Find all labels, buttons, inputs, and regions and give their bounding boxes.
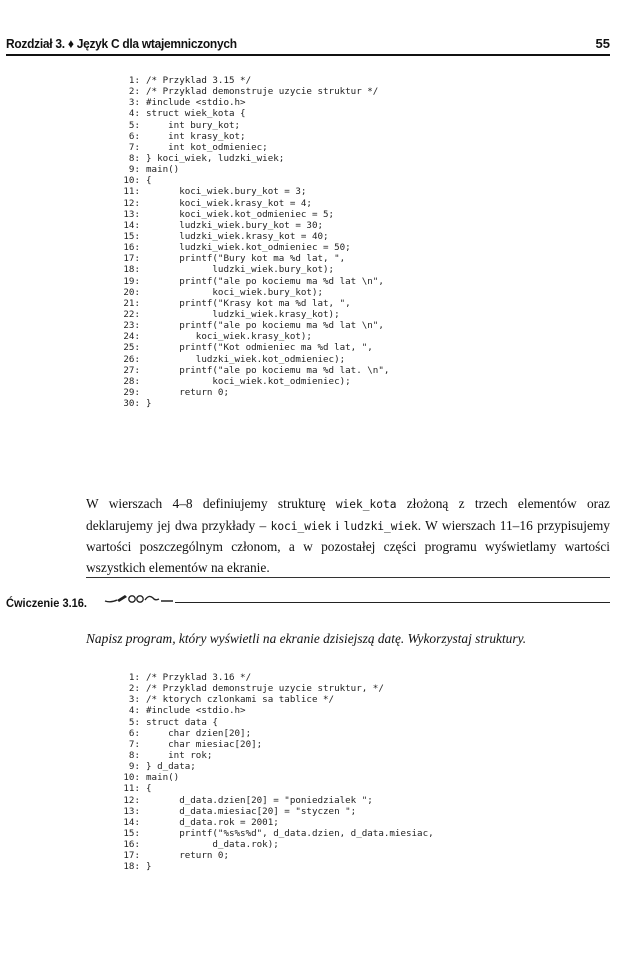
code-line — [118, 795, 434, 806]
code-text: d_data.rok); — [146, 839, 279, 851]
exercise-task: Napisz program, który wyświetli na ekranie dzisiejszą datę. Wykorzystaj struktury. — [86, 631, 527, 646]
code-text: /* Przyklad 3.15 */ — [146, 75, 252, 86]
code-text: } — [146, 398, 152, 410]
line-number: 6: — [128, 727, 140, 739]
line-number: 6: — [128, 130, 140, 142]
line-number: 20: — [123, 286, 140, 298]
code-line — [118, 320, 389, 331]
code-text: printf("Bury kot ma %d lat, ", — [146, 253, 346, 265]
line-number: 8: — [128, 749, 140, 761]
line-number: 12: — [123, 197, 140, 209]
code-line — [118, 739, 434, 750]
code-text: } — [146, 861, 152, 873]
code-line — [118, 705, 434, 716]
code-line — [118, 817, 434, 828]
code-text: char miesiac[20]; — [146, 738, 263, 750]
code-text: koci_wiek.bury_kot = 3; — [146, 186, 307, 198]
code-text: /* Przyklad 3.16 */ — [146, 672, 252, 683]
code-line — [118, 354, 389, 365]
line-number: 29: — [123, 386, 140, 398]
code-text: d_data.dzien[20] = "poniedzialek "; — [146, 794, 373, 806]
line-number: 10: — [123, 772, 140, 784]
line-number: 1: — [128, 672, 140, 683]
code-line — [118, 850, 434, 861]
code-text: ludzki_wiek.kot_odmieniec); — [146, 353, 346, 365]
line-number: 7: — [128, 141, 140, 153]
code-line — [118, 142, 389, 153]
page-number: 55 — [595, 36, 610, 51]
code-text: int bury_kot; — [146, 119, 241, 131]
code-line — [118, 331, 389, 342]
line-number: 15: — [123, 827, 140, 839]
code-listing-3-15 — [118, 75, 389, 409]
code-line — [118, 309, 389, 320]
code-text: { — [146, 175, 152, 187]
code-text: /* Przyklad demonstruje uzycie struktur */ — [146, 86, 379, 98]
code-text: d_data.rok = 2001; — [146, 816, 279, 828]
code-text: koci_wiek.bury_kot); — [146, 286, 324, 298]
code-text: koci_wiek.kot_odmieniec = 5; — [146, 208, 335, 220]
code-text: printf("Krasy kot ma %d lat, ", — [146, 297, 351, 309]
para-text: złożoną z trzech elementów oraz deklarujemy jej dwa przykłady – — [86, 496, 610, 533]
code-line — [118, 120, 389, 131]
code-text: struct data { — [146, 716, 218, 728]
code-line — [118, 839, 434, 850]
inline-code-var: ludzki_wiek — [343, 519, 418, 533]
line-number: 25: — [123, 342, 140, 354]
code-text: int kot_odmieniec; — [146, 141, 268, 153]
line-number: 15: — [123, 230, 140, 242]
code-text: /* ktorych czlonkami sa tablice */ — [146, 694, 335, 706]
code-text: ludzki_wiek.krasy_kot); — [146, 308, 340, 320]
code-line — [118, 276, 389, 287]
line-number: 4: — [128, 108, 140, 120]
inline-code-var: koci_wiek — [270, 519, 332, 533]
code-text: main() — [146, 772, 180, 784]
line-number: 28: — [123, 375, 140, 387]
code-line — [118, 231, 389, 242]
code-line — [118, 365, 389, 376]
line-number: 5: — [128, 119, 140, 131]
code-line — [118, 806, 434, 817]
line-number: 14: — [123, 816, 140, 828]
pen-icon — [103, 592, 175, 606]
code-line — [118, 672, 434, 683]
code-line — [118, 298, 389, 309]
line-number: 7: — [128, 738, 140, 750]
code-line — [118, 198, 389, 209]
code-line — [118, 264, 389, 275]
code-line — [118, 209, 389, 220]
code-text: printf("ale po kociemu ma %d lat \n", — [146, 275, 384, 287]
code-line — [118, 728, 434, 739]
line-number: 16: — [123, 839, 140, 851]
code-text: struct wiek_kota { — [146, 108, 246, 120]
code-line — [118, 828, 434, 839]
code-line — [118, 694, 434, 705]
code-text: int rok; — [146, 749, 213, 761]
code-line — [118, 342, 389, 353]
code-text: int krasy_kot; — [146, 130, 246, 142]
line-number: 3: — [128, 97, 140, 109]
code-line — [118, 75, 389, 86]
line-number: 11: — [123, 186, 140, 198]
code-line — [118, 750, 434, 761]
code-line — [118, 242, 389, 253]
section-divider — [86, 577, 610, 578]
code-text: ludzki_wiek.krasy_kot = 40; — [146, 230, 329, 242]
line-number: 10: — [123, 175, 140, 187]
chapter-title: Rozdział 3. ♦ Język C dla wtajemniczonych — [6, 36, 237, 51]
code-line — [118, 86, 389, 97]
code-text: #include <stdio.h> — [146, 97, 246, 109]
line-number: 19: — [123, 275, 140, 287]
code-line — [118, 253, 389, 264]
line-number: 17: — [123, 850, 140, 862]
code-text: printf("ale po kociemu ma %d lat. \n", — [146, 364, 390, 376]
code-text: } d_data; — [146, 761, 196, 773]
exercise-title: Ćwiczenie 3.16. — [6, 596, 88, 610]
line-number: 23: — [123, 320, 140, 332]
code-text: #include <stdio.h> — [146, 705, 246, 717]
code-text: printf("ale po kociemu ma %d lat \n", — [146, 320, 384, 332]
code-line — [118, 772, 434, 783]
code-line — [118, 186, 389, 197]
code-line — [118, 97, 389, 108]
line-number: 3: — [128, 694, 140, 706]
line-number: 14: — [123, 219, 140, 231]
line-number: 16: — [123, 242, 140, 254]
line-number: 17: — [123, 253, 140, 265]
line-number: 27: — [123, 364, 140, 376]
code-line — [118, 683, 434, 694]
code-line — [118, 108, 389, 119]
line-number: 30: — [123, 398, 140, 410]
line-number: 1: — [128, 75, 140, 86]
code-text: koci_wiek.krasy_kot = 4; — [146, 197, 312, 209]
code-text: main() — [146, 164, 180, 176]
code-line — [118, 398, 389, 409]
code-line — [118, 861, 434, 872]
code-text: printf("%s%s%d", d_data.dzien, d_data.miesiac, — [146, 827, 434, 839]
line-number: 22: — [123, 308, 140, 320]
code-text: } koci_wiek, ludzki_wiek; — [146, 152, 285, 164]
code-text: { — [146, 783, 152, 795]
code-line — [118, 717, 434, 728]
line-number: 18: — [123, 861, 140, 873]
code-line — [118, 387, 389, 398]
code-text: ludzki_wiek.kot_odmieniec = 50; — [146, 242, 351, 254]
code-text: /* Przyklad demonstruje uzycie struktur, */ — [146, 683, 384, 695]
code-line — [118, 220, 389, 231]
code-line — [118, 153, 389, 164]
line-number: 13: — [123, 805, 140, 817]
code-line — [118, 761, 434, 772]
line-number: 4: — [128, 705, 140, 717]
line-number: 2: — [128, 86, 140, 98]
code-line — [118, 783, 434, 794]
code-text: d_data.miesiac[20] = "styczen "; — [146, 805, 357, 817]
line-number: 2: — [128, 683, 140, 695]
code-text: char dzien[20]; — [146, 727, 252, 739]
line-number: 11: — [123, 783, 140, 795]
line-number: 24: — [123, 331, 140, 343]
line-number: 9: — [128, 164, 140, 176]
para-text: W wierszach 4–8 definiujemy strukturę — [86, 496, 336, 511]
inline-code-struct: wiek_kota — [335, 498, 397, 511]
code-text: return 0; — [146, 386, 229, 398]
line-number: 8: — [128, 152, 140, 164]
para-text: . W wierszach 11–16 przypisujemy wartości poszczególnym członom, a w pozostałej części programu wyświetlamy wartości wszystkich elementów na ekranie. — [86, 517, 610, 575]
explanation-paragraph — [86, 494, 610, 578]
line-number: 13: — [123, 208, 140, 220]
line-number: 18: — [123, 264, 140, 276]
line-number: 5: — [128, 716, 140, 728]
exercise-rule — [104, 602, 610, 603]
code-text: ludzki_wiek.bury_kot = 30; — [146, 219, 324, 231]
code-line — [118, 131, 389, 142]
code-text: ludzki_wiek.bury_kot); — [146, 264, 335, 276]
code-line — [118, 175, 389, 186]
line-number: 9: — [128, 761, 140, 773]
para-text: i — [331, 517, 344, 533]
code-line — [118, 287, 389, 298]
code-listing-3-16 — [118, 672, 434, 873]
line-number: 12: — [123, 794, 140, 806]
code-text: koci_wiek.kot_odmieniec); — [146, 375, 351, 387]
running-header — [6, 36, 610, 56]
code-text: printf("Kot odmieniec ma %d lat, ", — [146, 342, 373, 354]
code-line — [118, 164, 389, 175]
line-number: 21: — [123, 297, 140, 309]
line-number: 26: — [123, 353, 140, 365]
code-line — [118, 376, 389, 387]
code-text: koci_wiek.krasy_kot); — [146, 331, 312, 343]
code-text: return 0; — [146, 850, 229, 862]
